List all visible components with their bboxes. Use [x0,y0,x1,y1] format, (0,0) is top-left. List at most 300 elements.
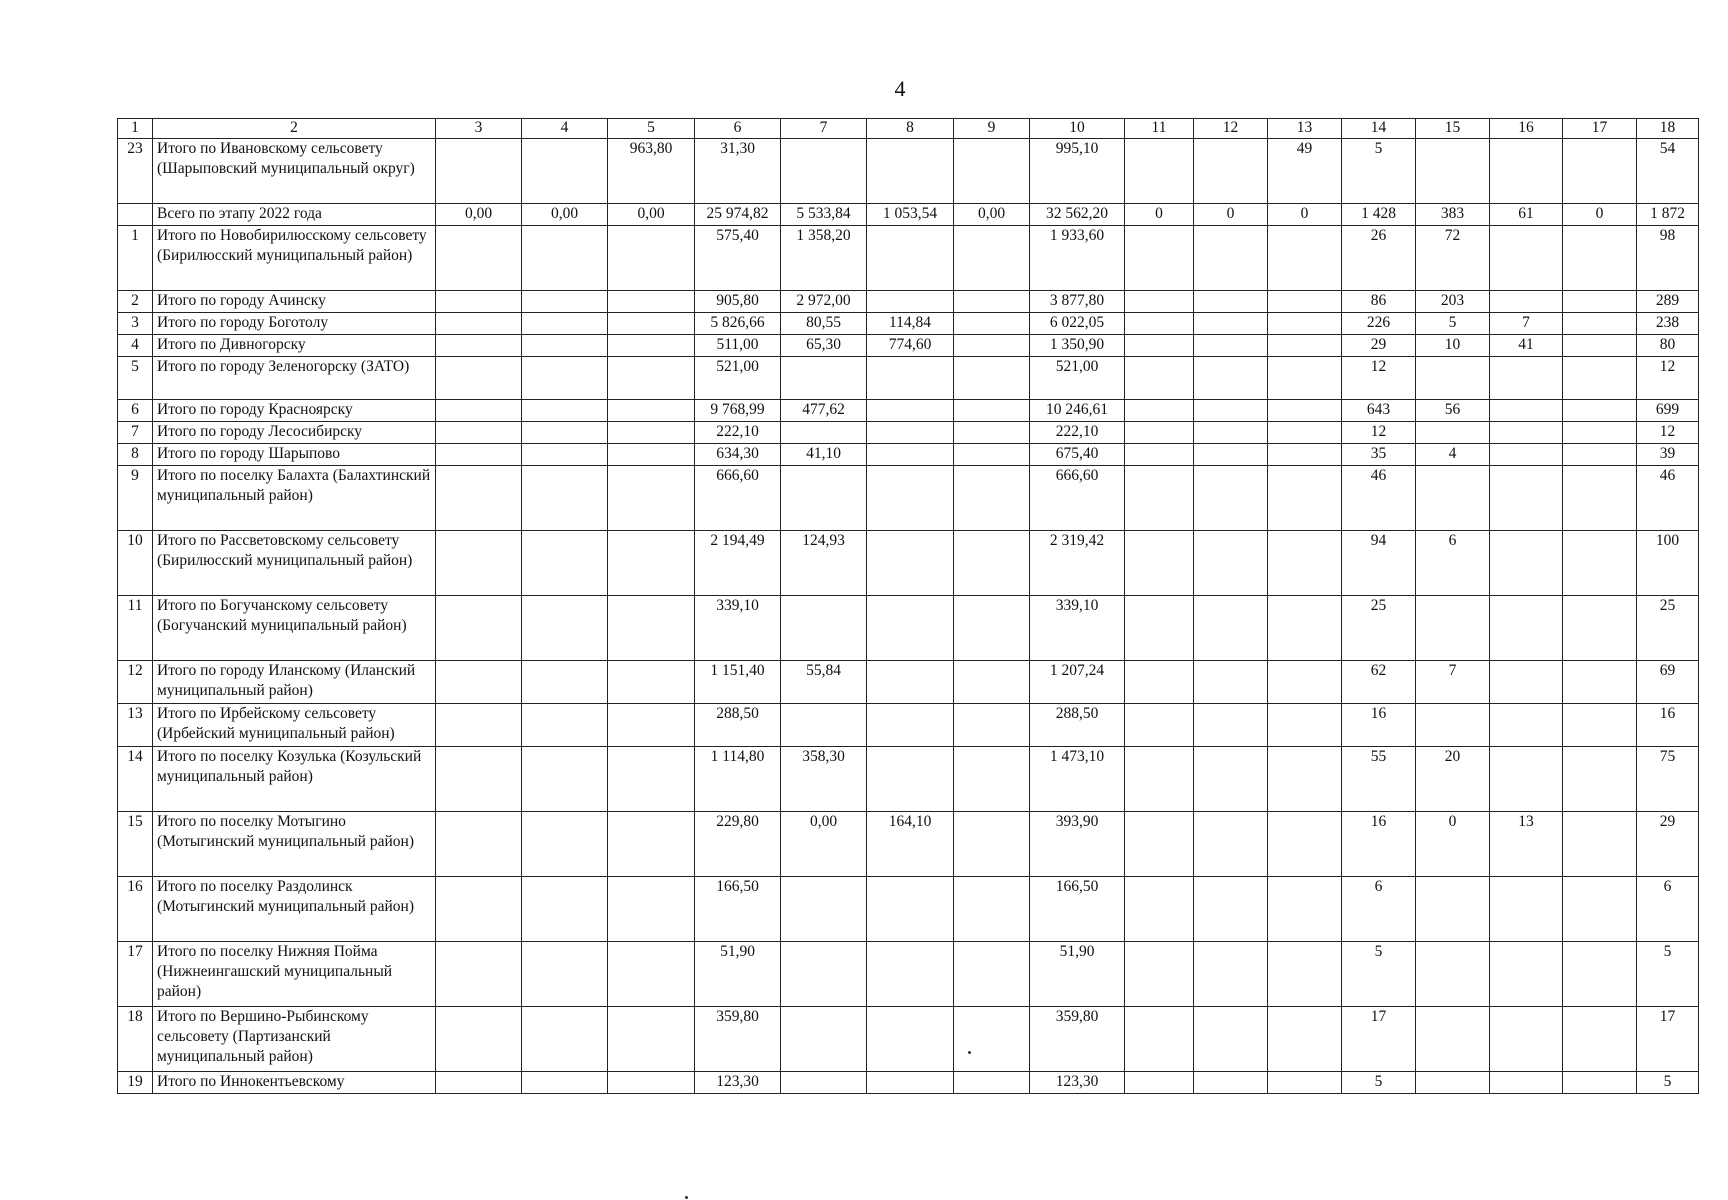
value-cell: 20 [1416,747,1490,812]
value-cell [954,226,1030,291]
value-cell [608,335,695,357]
value-cell [436,596,522,661]
value-cell [1416,422,1490,444]
row-number-cell: 14 [118,747,153,812]
value-cell: 55,84 [781,661,867,704]
value-cell: 0 [1268,204,1342,226]
value-cell [954,661,1030,704]
value-cell [608,596,695,661]
value-cell: 575,40 [695,226,781,291]
table-row [118,704,1699,747]
value-cell [522,747,608,812]
value-cell [1125,812,1194,877]
value-cell [867,466,954,531]
row-label-cell: Итого по поселку Мотыгино (Мотыгинский муниципальный район) [153,812,436,877]
value-cell: 123,30 [695,1072,781,1094]
value-cell: 339,10 [1030,596,1125,661]
value-cell [1125,313,1194,335]
value-cell [1194,877,1268,942]
table-row [118,812,1699,877]
value-cell [1268,661,1342,704]
value-cell [1194,1072,1268,1094]
value-cell [1563,357,1637,400]
value-cell: 1 872 [1637,204,1699,226]
value-cell: 12 [1342,357,1416,400]
value-cell [954,357,1030,400]
value-cell [1490,531,1563,596]
value-cell: 634,30 [695,444,781,466]
value-cell: 1 053,54 [867,204,954,226]
row-number-cell: 17 [118,942,153,1007]
table-row [118,747,1699,812]
value-cell [1194,531,1268,596]
value-cell [1563,704,1637,747]
value-cell: 339,10 [695,596,781,661]
value-cell [1194,335,1268,357]
value-cell [1125,1072,1194,1094]
value-cell [436,704,522,747]
value-cell [1125,531,1194,596]
value-cell: 289 [1637,291,1699,313]
value-cell [954,466,1030,531]
row-label-cell: Итого по городу Ачинску [153,291,436,313]
value-cell: 288,50 [695,704,781,747]
value-cell [1125,444,1194,466]
value-cell [436,1072,522,1094]
scan-speck [968,1051,971,1054]
value-cell: 80 [1637,335,1699,357]
value-cell: 72 [1416,226,1490,291]
value-cell [608,661,695,704]
value-cell [1125,1007,1194,1072]
value-cell: 41,10 [781,444,867,466]
value-cell: 13 [1490,812,1563,877]
value-cell [781,877,867,942]
column-header: 5 [608,119,695,139]
value-cell [1268,313,1342,335]
row-number-cell: 1 [118,226,153,291]
value-cell: 49 [1268,139,1342,204]
value-cell [781,139,867,204]
value-cell [1194,942,1268,1007]
value-cell [1268,335,1342,357]
table-row [118,1072,1699,1094]
value-cell [608,357,695,400]
value-cell: 65,30 [781,335,867,357]
value-cell [1490,139,1563,204]
value-cell [1268,596,1342,661]
value-cell: 164,10 [867,812,954,877]
value-cell: 5 [1637,1072,1699,1094]
row-label-cell: Итого по Ирбейскому сельсовету (Ирбейский муниципальный район) [153,704,436,747]
value-cell [436,400,522,422]
value-cell: 46 [1637,466,1699,531]
value-cell [954,531,1030,596]
value-cell: 17 [1637,1007,1699,1072]
value-cell [1125,942,1194,1007]
row-number-cell: 7 [118,422,153,444]
value-cell [1490,877,1563,942]
value-cell [781,596,867,661]
value-cell [1416,1007,1490,1072]
value-cell: 9 768,99 [695,400,781,422]
column-header: 3 [436,119,522,139]
table-row [118,466,1699,531]
value-cell [522,466,608,531]
value-cell [522,1072,608,1094]
value-cell [867,400,954,422]
value-cell [1490,466,1563,531]
value-cell [1125,226,1194,291]
value-cell: 25 [1637,596,1699,661]
row-number-cell: 2 [118,291,153,313]
value-cell [1125,661,1194,704]
page-number: 4 [894,76,906,101]
value-cell [1563,291,1637,313]
value-cell: 46 [1342,466,1416,531]
table-row [118,226,1699,291]
value-cell [608,1007,695,1072]
value-cell: 963,80 [608,139,695,204]
column-header: 16 [1490,119,1563,139]
value-cell [608,1072,695,1094]
value-cell [1125,335,1194,357]
value-cell [954,1007,1030,1072]
value-cell [436,466,522,531]
value-cell: 17 [1342,1007,1416,1072]
value-cell: 10 [1416,335,1490,357]
value-cell [1268,400,1342,422]
column-header: 10 [1030,119,1125,139]
column-header: 7 [781,119,867,139]
value-cell [781,1072,867,1094]
row-number-cell: 19 [118,1072,153,1094]
value-cell [781,704,867,747]
value-cell: 6 [1342,877,1416,942]
value-cell: 699 [1637,400,1699,422]
value-cell [1563,812,1637,877]
value-cell: 5 [1342,139,1416,204]
value-cell: 5 [1416,313,1490,335]
value-cell: 62 [1342,661,1416,704]
row-number-cell: 4 [118,335,153,357]
value-cell: 86 [1342,291,1416,313]
table-row [118,204,1699,226]
row-label-cell: Итого по Новобирилюсскому сельсовету (Бирилюсский муниципальный район) [153,226,436,291]
value-cell: 51,90 [695,942,781,1007]
value-cell [1490,1072,1563,1094]
row-number-cell: 23 [118,139,153,204]
value-cell [1268,422,1342,444]
value-cell: 383 [1416,204,1490,226]
value-cell [436,422,522,444]
row-label-cell: Итого по поселку Раздолинск (Мотыгинский муниципальный район) [153,877,436,942]
column-header: 9 [954,119,1030,139]
column-header: 11 [1125,119,1194,139]
value-cell: 203 [1416,291,1490,313]
row-label-cell: Итого по поселку Козулька (Козульский муниципальный район) [153,747,436,812]
value-cell: 26 [1342,226,1416,291]
value-cell: 0,00 [608,204,695,226]
value-cell [1416,877,1490,942]
column-header: 6 [695,119,781,139]
value-cell [954,704,1030,747]
value-cell [1416,942,1490,1007]
value-cell [1416,1072,1490,1094]
value-cell [522,139,608,204]
value-cell [436,812,522,877]
value-cell [608,812,695,877]
row-number-cell: 12 [118,661,153,704]
value-cell [781,422,867,444]
value-cell [867,531,954,596]
value-cell [1563,444,1637,466]
value-cell [608,226,695,291]
value-cell [867,291,954,313]
value-cell [954,596,1030,661]
value-cell [1268,357,1342,400]
value-cell [436,335,522,357]
row-label-cell: Итого по городу Иланскому (Иланский муниципальный район) [153,661,436,704]
table-row [118,313,1699,335]
value-cell [522,812,608,877]
row-label-cell: Итого по поселку Нижняя Пойма (Нижнеингашский муниципальный район) [153,942,436,1007]
row-number-cell [118,204,153,226]
column-header: 8 [867,119,954,139]
value-cell [1194,400,1268,422]
value-cell [436,444,522,466]
value-cell [1490,1007,1563,1072]
column-header: 12 [1194,119,1268,139]
column-header: 2 [153,119,436,139]
value-cell [954,747,1030,812]
value-cell [1563,1072,1637,1094]
value-cell [1194,422,1268,444]
value-cell [1490,400,1563,422]
value-cell [1490,704,1563,747]
value-cell: 1 207,24 [1030,661,1125,704]
value-cell [1563,942,1637,1007]
table-row [118,1007,1699,1072]
value-cell [1563,226,1637,291]
value-cell [608,313,695,335]
value-cell [954,422,1030,444]
value-cell: 1 350,90 [1030,335,1125,357]
value-cell [436,531,522,596]
value-cell [1563,1007,1637,1072]
value-cell [608,531,695,596]
value-cell: 94 [1342,531,1416,596]
value-cell [608,444,695,466]
value-cell [867,139,954,204]
value-cell: 774,60 [867,335,954,357]
value-cell [1268,1007,1342,1072]
value-cell: 358,30 [781,747,867,812]
value-cell [1563,877,1637,942]
value-cell: 6 [1416,531,1490,596]
value-cell [1125,291,1194,313]
value-cell [1194,357,1268,400]
value-cell [867,747,954,812]
value-cell [522,942,608,1007]
value-cell [436,942,522,1007]
value-cell [522,661,608,704]
value-cell [522,531,608,596]
row-number-cell: 5 [118,357,153,400]
value-cell: 25 974,82 [695,204,781,226]
row-number-cell: 8 [118,444,153,466]
value-cell: 521,00 [1030,357,1125,400]
value-cell [608,422,695,444]
value-cell: 29 [1637,812,1699,877]
value-cell [1490,291,1563,313]
value-cell [1268,747,1342,812]
value-cell [867,596,954,661]
value-cell [608,466,695,531]
value-cell: 98 [1637,226,1699,291]
value-cell: 0,00 [781,812,867,877]
value-cell: 7 [1490,313,1563,335]
value-cell [608,704,695,747]
value-cell: 229,80 [695,812,781,877]
value-cell [1125,747,1194,812]
row-number-cell: 3 [118,313,153,335]
value-cell [522,291,608,313]
value-cell: 905,80 [695,291,781,313]
value-cell [954,313,1030,335]
value-cell [522,226,608,291]
value-cell [1563,335,1637,357]
value-cell: 521,00 [695,357,781,400]
value-cell: 1 428 [1342,204,1416,226]
value-cell: 7 [1416,661,1490,704]
value-cell [522,1007,608,1072]
value-cell: 41 [1490,335,1563,357]
column-header: 15 [1416,119,1490,139]
value-cell [608,942,695,1007]
value-cell: 3 877,80 [1030,291,1125,313]
value-cell: 666,60 [1030,466,1125,531]
table-row [118,291,1699,313]
value-cell: 69 [1637,661,1699,704]
value-cell: 1 933,60 [1030,226,1125,291]
row-number-cell: 16 [118,877,153,942]
row-number-cell: 13 [118,704,153,747]
row-label-cell: Итого по Богучанскому сельсовету (Богучанский муниципальный район) [153,596,436,661]
value-cell [867,357,954,400]
value-cell: 166,50 [1030,877,1125,942]
value-cell: 16 [1637,704,1699,747]
value-cell [1563,400,1637,422]
value-cell [867,704,954,747]
table-row [118,531,1699,596]
value-cell [781,1007,867,1072]
value-cell: 56 [1416,400,1490,422]
value-cell [1194,226,1268,291]
value-cell: 0,00 [522,204,608,226]
value-cell [954,139,1030,204]
value-cell: 1 151,40 [695,661,781,704]
value-cell: 166,50 [695,877,781,942]
value-cell: 0 [1194,204,1268,226]
value-cell [954,942,1030,1007]
value-cell: 288,50 [1030,704,1125,747]
value-cell [867,444,954,466]
value-cell [1125,466,1194,531]
value-cell: 31,30 [695,139,781,204]
value-cell: 35 [1342,444,1416,466]
value-cell [436,313,522,335]
value-cell [1194,444,1268,466]
value-cell [954,812,1030,877]
value-cell [954,400,1030,422]
table-row [118,335,1699,357]
column-header: 17 [1563,119,1637,139]
value-cell [867,661,954,704]
row-label-cell: Итого по городу Зеленогорску (ЗАТО) [153,357,436,400]
table-row [118,942,1699,1007]
value-cell: 61 [1490,204,1563,226]
table-row [118,661,1699,704]
value-cell [436,747,522,812]
value-cell [1268,291,1342,313]
value-cell: 359,80 [695,1007,781,1072]
value-cell: 80,55 [781,313,867,335]
value-cell [1268,226,1342,291]
value-cell [1125,877,1194,942]
value-cell [1268,877,1342,942]
row-number-cell: 11 [118,596,153,661]
value-cell: 5 533,84 [781,204,867,226]
value-cell: 0,00 [954,204,1030,226]
row-number-cell: 15 [118,812,153,877]
value-cell [1268,444,1342,466]
value-cell [1194,139,1268,204]
value-cell: 2 194,49 [695,531,781,596]
value-cell: 32 562,20 [1030,204,1125,226]
value-cell: 393,90 [1030,812,1125,877]
value-cell [781,466,867,531]
value-cell [1563,422,1637,444]
value-cell [1490,226,1563,291]
value-cell [608,400,695,422]
row-number-cell: 6 [118,400,153,422]
value-cell [1563,466,1637,531]
value-cell: 55 [1342,747,1416,812]
value-cell [522,704,608,747]
value-cell: 666,60 [695,466,781,531]
value-cell [1416,139,1490,204]
value-cell: 2 972,00 [781,291,867,313]
value-cell [1268,812,1342,877]
row-label-cell: Итого по Иннокентьевскому [153,1072,436,1094]
value-cell [1563,596,1637,661]
column-header: 18 [1637,119,1699,139]
value-cell: 12 [1637,422,1699,444]
value-cell [522,877,608,942]
column-header: 14 [1342,119,1416,139]
value-cell [1563,531,1637,596]
value-cell: 5 [1342,1072,1416,1094]
row-label-cell: Итого по городу Красноярску [153,400,436,422]
value-cell [436,1007,522,1072]
row-label-cell: Итого по Ивановскому сельсовету (Шарыповский муниципальный округ) [153,139,436,204]
value-cell: 511,00 [695,335,781,357]
value-cell: 1 114,80 [695,747,781,812]
value-cell [781,357,867,400]
value-cell [436,877,522,942]
value-cell [1490,747,1563,812]
